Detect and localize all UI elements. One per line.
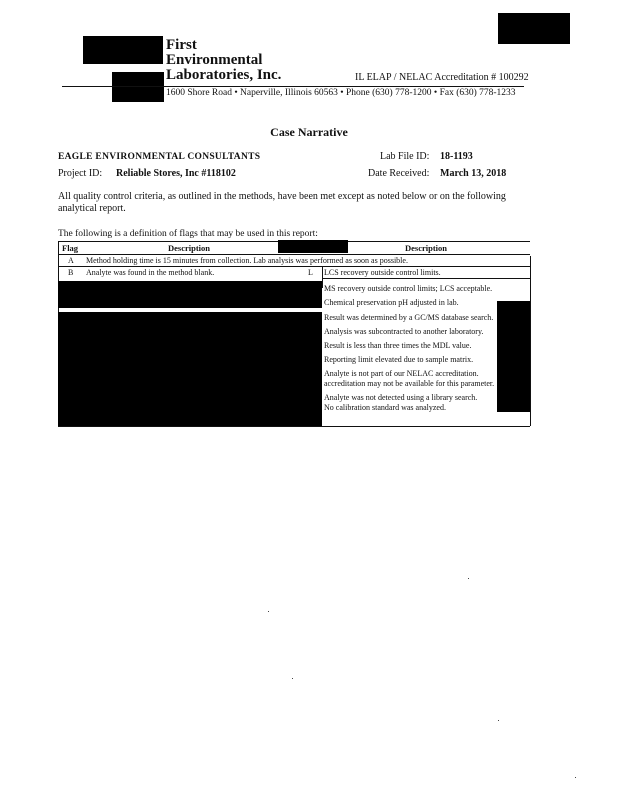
right-row-description: Analyte was not detected using a library search. [324, 393, 478, 402]
redacted-left-block-upper [58, 281, 322, 308]
table-right-border [530, 256, 531, 426]
client-name: EAGLE ENVIRONMENTAL CONSULTANTS [58, 152, 261, 162]
row-rule [58, 266, 530, 267]
scan-speck [575, 777, 576, 778]
right-row-description: accreditation may not be available for this parameter. [324, 379, 494, 388]
company-line-3: Laboratories, Inc. [166, 67, 282, 83]
qc-statement: All quality control criteria, as outlined in the methods, have been met except as noted below or on the following analytical report. [58, 191, 506, 214]
header-flag: Flag [62, 243, 79, 253]
scan-speck [468, 578, 469, 579]
right-row-description: Result is less than three times the MDL value. [324, 341, 472, 350]
right-row-flag: L [308, 268, 313, 277]
right-row-description: Result was determined by a GC/MS database search. [324, 313, 494, 322]
project-id: Reliable Stores, Inc #118102 [116, 168, 236, 179]
row-rule [322, 278, 530, 279]
redacted-corner-block [498, 13, 570, 44]
lab-address: 1600 Shore Road • Naperville, Illinois 60563 • Phone (630) 778-1200 • Fax (630) 778-1233 [166, 88, 516, 98]
company-line-1: First [166, 37, 197, 53]
date-received: March 13, 2018 [440, 168, 507, 179]
right-row-description: MS recovery outside control limits; LCS acceptable. [324, 284, 493, 293]
header-bottom-rule [58, 254, 530, 255]
right-row-description: Analyte is not part of our NELAC accreditation. [324, 369, 479, 378]
letterhead-rule [62, 86, 524, 87]
header-description-left: Description [168, 243, 211, 253]
header-description-right: Description [405, 243, 448, 253]
right-row-description: LCS recovery outside control limits. [324, 268, 441, 277]
right-row-description: No calibration standard was analyzed. [324, 403, 446, 412]
page-title: Case Narrative [270, 125, 348, 139]
table-mid-divider [322, 266, 323, 288]
company-line-2: Environmental [166, 52, 263, 68]
scan-speck [498, 720, 499, 721]
redacted-right-block [497, 301, 530, 412]
left-row-flag: A [68, 256, 74, 265]
accreditation-number: IL ELAP / NELAC Accreditation # 100292 [355, 72, 529, 83]
scan-speck [292, 678, 293, 679]
right-row-description: Reporting limit elevated due to sample matrix. [324, 355, 474, 364]
scan-speck [268, 611, 269, 612]
flags-intro: The following is a definition of flags that may be used in this report: [58, 229, 318, 239]
redacted-header-block [278, 240, 348, 253]
project-label: Project ID: [58, 168, 103, 179]
redacted-logo-block-lower [112, 72, 164, 102]
date-received-label: Date Received: [368, 168, 430, 179]
lab-file-label: Lab File ID: [380, 151, 430, 162]
company-name [166, 38, 281, 83]
table-bottom-rule [58, 426, 530, 427]
right-row-description: Analysis was subcontracted to another laboratory. [324, 327, 484, 336]
left-row-description: Analyte was found in the method blank. [86, 268, 215, 277]
redacted-left-block-lower [58, 312, 322, 427]
right-row-description: Chemical preservation pH adjusted in lab. [324, 298, 459, 307]
redacted-logo-block [83, 36, 163, 64]
left-row-description: Method holding time is 15 minutes from collection. Lab analysis was performed as soon as possible. [86, 256, 408, 265]
lab-file-id: 18-1193 [440, 151, 473, 162]
left-row-flag: B [68, 268, 74, 277]
